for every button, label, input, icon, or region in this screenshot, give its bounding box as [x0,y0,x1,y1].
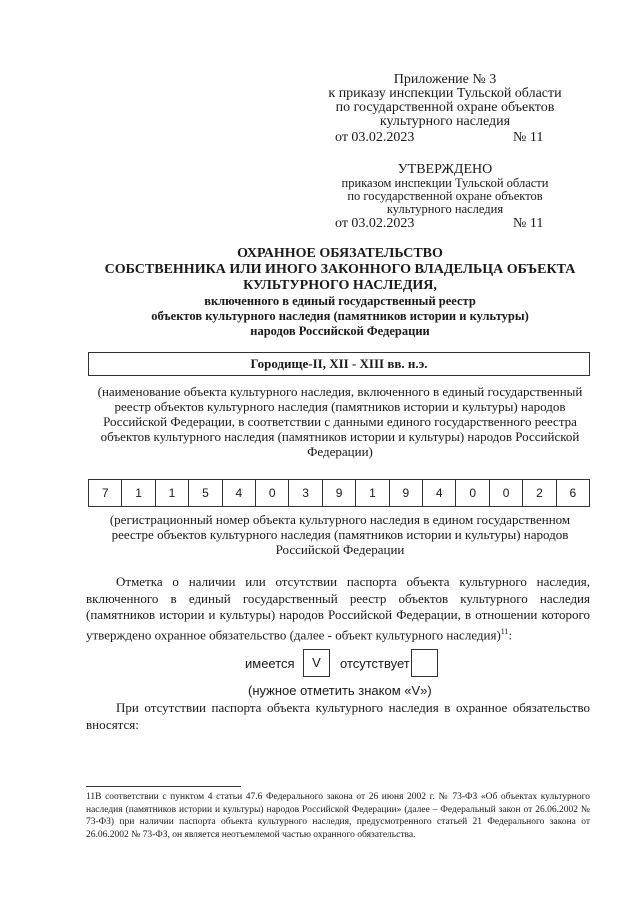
footnote-divider [86,786,241,787]
approved-line3: культурного наследия [386,202,504,216]
approved-date: от 03.02.2023 [335,216,415,231]
registration-caption-line3: Российской Федерации [275,542,405,557]
registration-digit: 5 [189,480,222,506]
title-line1: ОХРАННОЕ ОБЯЗАТЕЛЬСТВО [237,246,443,261]
registration-digit: 7 [89,480,122,506]
passport-exists-label: имеется [245,656,295,671]
registration-caption-line2: реестре объектов культурного наследия (памятников истории и культуры) народов [111,527,569,542]
registration-digit: 0 [490,480,523,506]
passport-exists-checkbox[interactable]: V [303,649,330,677]
object-caption-line2: реестр объектов культурного наследия (памятников истории и культуры) народов [114,399,566,414]
approved-number: № 11 [513,216,544,231]
registration-digit: 2 [523,480,556,506]
registration-caption-line1: (регистрационный номер объекта культурного наследия в едином государственном [109,512,571,527]
passport-paragraph: Отметка о наличии или отсутствии паспорта объекта культурного наследия, включенного в единый государственный реестр объектов культурного наследия (памятников истории и культуры) народов Российской Федерации, в отношении которого утверждено охранное обязательство (далее - объект культурного наследия)$^{11}$: [86,574,590,642]
approved-line1: приказом инспекции Тульской области [341,176,549,190]
object-caption-line3: Российской Федерации, в соответствии с данными единого государственного реестра [103,414,577,429]
approved-heading: УТВЕРЖДЕНО [397,162,493,177]
passport-hint: (нужное отметить знаком «V») [248,683,432,698]
object-name-field: Городище-II, XII - XIII вв. н.э. [88,352,590,376]
object-caption-line5: Федерации) [307,444,373,459]
title-line6: народов Российской Федерации [250,324,430,338]
appendix-date: от 03.02.2023 [335,130,415,145]
registration-digit: 9 [390,480,423,506]
registration-digit: 1 [356,480,389,506]
registration-digit: 9 [323,480,356,506]
registration-digit: 0 [256,480,289,506]
appendix-line3: по государственной охране объектов [335,100,555,115]
passport-absent-label: отсутствует [340,656,410,671]
approved-line2: по государственной охране объектов [347,189,543,203]
registration-digit: 1 [122,480,155,506]
registration-digit: 4 [423,480,456,506]
absence-paragraph: При отсутствии паспорта объекта культурного наследия в охранное обязательство вносятся: [86,700,590,732]
object-caption-line1: (наименование объекта культурного наследия, включенного в единый государственный [97,384,583,399]
registration-digit: 3 [289,480,322,506]
footnote-text: 11В соответствии с пунктом 4 статьи 47.6 Федерального закона от 26 июня 2002 г. № 73-ФЗ «Об объектах культурного наследия (памятников истории и культуры) народов Российской Федерации» (далее – Федеральный закон от 26.06.2002 № 73-ФЗ) при наличии паспорта объекта культурного наследия, предусмотренного статьей 21 Федерального закона от 26.06.2002 № 73-ФЗ, он является неотъемлемой частью охранного обязательства. [86,792,590,840]
footnote-reference: 11 [500,626,509,636]
registration-digit: 4 [223,480,256,506]
title-line4: включенного в единый государственный реестр [204,294,476,308]
registration-number-grid [88,479,590,507]
passport-absent-checkbox[interactable] [411,649,438,677]
title-line2: СОБСТВЕННИКА ИЛИ ИНОГО ЗАКОННОГО ВЛАДЕЛЬЦА ОБЪЕКТА [104,262,576,277]
object-caption-line4: объектов культурного наследия (памятников истории и культуры) народов Российской [100,429,580,444]
registration-digit: 1 [156,480,189,506]
appendix-line4: культурного наследия [379,114,511,129]
registration-digit: 6 [569,486,577,500]
passport-paragraph-text: Отметка о наличии или отсутствии паспорта объекта культурного наследия, включенного в единый государственный реестр объектов культурного наследия (памятников истории и культуры) народов Российской Федерации, в отношении которого утверждено охранное обязательство (далее - объект культурного наследия) [86,574,590,642]
appendix-number: № 11 [513,130,544,145]
title-line3: КУЛЬТУРНОГО НАСЛЕДИЯ, [243,278,437,293]
title-line5: объектов культурного наследия (памятников истории и культуры) [151,309,529,323]
appendix-line2: к приказу инспекции Тульской области [328,86,562,101]
registration-digit: 0 [456,480,489,506]
appendix-line1: Приложение № 3 [393,72,497,87]
